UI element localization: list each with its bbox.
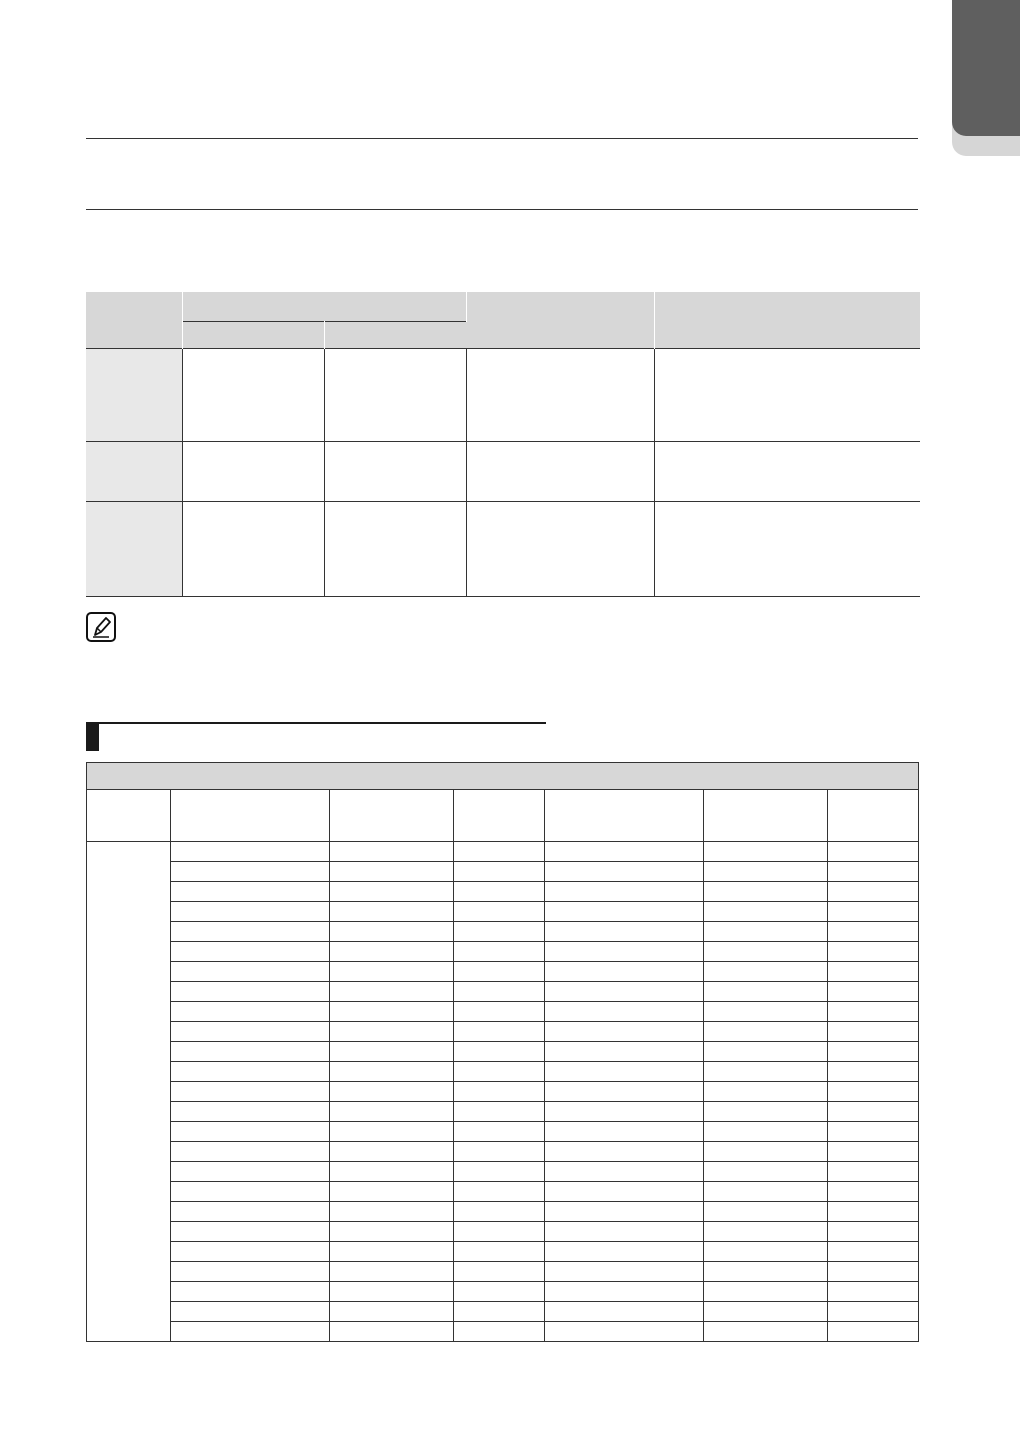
spec-table-cell xyxy=(466,348,654,441)
mode-table-cell xyxy=(171,942,330,962)
section-tab xyxy=(952,0,1020,156)
mode-table-column-header xyxy=(171,790,330,842)
mode-table-cell xyxy=(171,1002,330,1022)
mode-table-cell xyxy=(171,842,330,862)
mode-table-cell xyxy=(704,1102,828,1122)
mode-table-cell xyxy=(171,1042,330,1062)
mode-table-cell xyxy=(704,882,828,902)
mode-table-row xyxy=(87,1242,919,1262)
mode-table-row xyxy=(87,1162,919,1182)
mode-table-cell xyxy=(171,1202,330,1222)
mode-table-cell xyxy=(171,902,330,922)
mode-table-cell xyxy=(704,1222,828,1242)
mode-table xyxy=(86,762,919,1342)
spec-table xyxy=(86,292,920,597)
mode-table-row xyxy=(87,1002,919,1022)
mode-table-cell xyxy=(454,1022,545,1042)
mode-table-row xyxy=(87,942,919,962)
mode-table-row xyxy=(87,1122,919,1142)
mode-table-cell xyxy=(171,1022,330,1042)
mode-table-cell xyxy=(704,922,828,942)
mode-table-cell xyxy=(330,962,454,982)
mode-table-cell xyxy=(704,1262,828,1282)
mode-table-cell xyxy=(704,1322,828,1342)
mode-table-cell xyxy=(171,922,330,942)
mode-table-cell xyxy=(171,1242,330,1262)
mode-table-cell xyxy=(704,1142,828,1162)
mode-table-cell xyxy=(828,962,919,982)
mode-table-cell xyxy=(454,942,545,962)
mode-table-row xyxy=(87,882,919,902)
spec-table-cell xyxy=(324,441,466,501)
mode-table-cell xyxy=(171,962,330,982)
mode-table-cell xyxy=(454,1302,545,1322)
mode-table-cell xyxy=(545,842,704,862)
mode-table-row xyxy=(87,1142,919,1162)
mode-table-column-header xyxy=(87,790,171,842)
mode-table-cell xyxy=(454,1062,545,1082)
mode-table-cell xyxy=(454,1222,545,1242)
mode-table-cell xyxy=(704,1282,828,1302)
mode-table-cell xyxy=(454,982,545,1002)
mode-table-cell xyxy=(828,1302,919,1322)
mode-table-cell xyxy=(454,862,545,882)
mode-table-cell xyxy=(454,902,545,922)
mode-table-cell xyxy=(454,1242,545,1262)
mode-table-column-header xyxy=(330,790,454,842)
mode-table-cell xyxy=(545,1302,704,1322)
mode-table-cell xyxy=(330,1022,454,1042)
mode-table-cell xyxy=(828,1062,919,1082)
mode-table-cell xyxy=(828,1222,919,1242)
mode-table-row xyxy=(87,1302,919,1322)
mode-table-cell xyxy=(454,882,545,902)
mode-table-cell xyxy=(828,1102,919,1122)
mode-table-cell xyxy=(330,1282,454,1302)
mode-table-cell xyxy=(454,1162,545,1182)
mode-table-cell xyxy=(454,1002,545,1022)
mode-table-cell xyxy=(545,1182,704,1202)
rule-second xyxy=(86,209,918,210)
section-heading-rule xyxy=(86,722,546,724)
mode-table-cell xyxy=(545,1262,704,1282)
mode-table-cell xyxy=(454,1262,545,1282)
spec-table-header-cell xyxy=(182,292,466,321)
mode-table-cell xyxy=(828,1182,919,1202)
rule-top xyxy=(86,138,918,139)
mode-table-cell xyxy=(545,1282,704,1302)
mode-table-cell xyxy=(454,1182,545,1202)
mode-table-cell xyxy=(828,862,919,882)
mode-table-cell xyxy=(828,1162,919,1182)
mode-table-cell xyxy=(704,1002,828,1022)
mode-table-row xyxy=(87,1282,919,1302)
mode-table-cell xyxy=(545,922,704,942)
mode-table-cell xyxy=(704,1042,828,1062)
mode-table-cell xyxy=(828,1202,919,1222)
mode-table-cell xyxy=(704,1202,828,1222)
mode-table-cell xyxy=(171,1222,330,1242)
mode-table-cell xyxy=(330,1242,454,1262)
spec-table-header-cell xyxy=(654,292,920,348)
mode-table-cell xyxy=(545,1042,704,1062)
mode-table-cell xyxy=(330,1142,454,1162)
mode-table-cell xyxy=(704,1182,828,1202)
mode-table-cell xyxy=(828,842,919,862)
mode-table-cell xyxy=(330,842,454,862)
mode-table-cell xyxy=(828,1142,919,1162)
mode-table-cell xyxy=(330,1122,454,1142)
spec-table-row-head xyxy=(86,441,182,501)
note-pencil-icon xyxy=(86,612,116,642)
mode-table-cell xyxy=(704,1162,828,1182)
mode-table-cell xyxy=(454,962,545,982)
mode-table-cell xyxy=(171,1282,330,1302)
mode-table-cell xyxy=(828,982,919,1002)
mode-table-row xyxy=(87,982,919,1002)
mode-table-cell xyxy=(454,1122,545,1142)
mode-table-column-header xyxy=(828,790,919,842)
mode-table-cell xyxy=(330,922,454,942)
spec-table-subheader-cell xyxy=(324,321,466,348)
spec-table-cell xyxy=(466,441,654,501)
mode-table-cell xyxy=(704,1022,828,1042)
mode-table-cell xyxy=(828,1082,919,1102)
mode-table-cell xyxy=(171,1082,330,1102)
mode-table-cell xyxy=(330,982,454,1002)
mode-table-cell xyxy=(704,1242,828,1262)
mode-table-cell xyxy=(545,1102,704,1122)
section-tab-dark xyxy=(952,0,1020,136)
spec-table-header-cell xyxy=(86,292,182,348)
mode-table-cell xyxy=(545,942,704,962)
mode-table-cell xyxy=(828,1042,919,1062)
mode-table-cell xyxy=(704,862,828,882)
mode-table-cell xyxy=(171,1182,330,1202)
spec-table-row-head xyxy=(86,348,182,441)
mode-table-cell xyxy=(330,862,454,882)
mode-table-cell xyxy=(704,1302,828,1322)
mode-table-cell xyxy=(171,1162,330,1182)
mode-table-cell xyxy=(171,1062,330,1082)
mode-table-row xyxy=(87,962,919,982)
mode-table-cell xyxy=(330,1002,454,1022)
mode-table-column-header xyxy=(704,790,828,842)
mode-table-row xyxy=(87,1022,919,1042)
mode-table-cell xyxy=(454,1142,545,1162)
mode-table-cell xyxy=(704,842,828,862)
mode-table-cell xyxy=(828,882,919,902)
mode-table-cell xyxy=(454,1082,545,1102)
mode-table-cell xyxy=(454,842,545,862)
mode-table-cell xyxy=(828,902,919,922)
mode-table-cell xyxy=(545,1062,704,1082)
mode-table-cell xyxy=(704,902,828,922)
mode-table-cell xyxy=(545,1122,704,1142)
mode-table-row xyxy=(87,1062,919,1082)
mode-table-row xyxy=(87,862,919,882)
mode-table-cell xyxy=(454,922,545,942)
mode-table-cell xyxy=(704,1062,828,1082)
mode-table-row xyxy=(87,842,919,862)
mode-table-cell xyxy=(454,1202,545,1222)
mode-table-cell xyxy=(330,942,454,962)
mode-table-row xyxy=(87,1102,919,1122)
mode-table-row xyxy=(87,1042,919,1062)
mode-table-cell xyxy=(545,1162,704,1182)
mode-table-cell xyxy=(171,1102,330,1122)
mode-table-cell xyxy=(828,1322,919,1342)
mode-table-row xyxy=(87,1262,919,1282)
mode-table-cell xyxy=(545,1022,704,1042)
mode-table-cell xyxy=(704,962,828,982)
spec-table-cell xyxy=(182,348,324,441)
mode-table-cell xyxy=(545,1202,704,1222)
mode-table-cell xyxy=(545,1142,704,1162)
mode-table-cell xyxy=(545,1222,704,1242)
mode-table-cell xyxy=(545,1322,704,1342)
mode-table-banner xyxy=(87,763,919,790)
spec-table-cell xyxy=(654,348,920,441)
mode-table-cell xyxy=(330,882,454,902)
mode-table-cell xyxy=(704,1082,828,1102)
mode-table-cell xyxy=(828,1002,919,1022)
mode-table-cell xyxy=(330,1322,454,1342)
spec-table-cell xyxy=(324,348,466,441)
spec-table-cell xyxy=(654,501,920,596)
mode-table-cell xyxy=(171,882,330,902)
mode-table-column-header xyxy=(454,790,545,842)
spec-table-header-cell xyxy=(466,292,654,348)
mode-table-group-cell xyxy=(87,842,171,1342)
spec-table-cell xyxy=(654,441,920,501)
spec-table-subheader-cell xyxy=(182,321,324,348)
mode-table-cell xyxy=(545,882,704,902)
mode-table-cell xyxy=(704,942,828,962)
spec-table-cell xyxy=(182,501,324,596)
mode-table-cell xyxy=(828,942,919,962)
mode-table-row xyxy=(87,922,919,942)
mode-table-column-header xyxy=(545,790,704,842)
mode-table-cell xyxy=(828,1022,919,1042)
mode-table-cell xyxy=(330,1182,454,1202)
mode-table-row xyxy=(87,1082,919,1102)
mode-table-cell xyxy=(545,962,704,982)
spec-table-row-head xyxy=(86,501,182,596)
mode-table-cell xyxy=(171,1262,330,1282)
mode-table-cell xyxy=(828,1282,919,1302)
mode-table-cell xyxy=(828,922,919,942)
mode-table-cell xyxy=(545,902,704,922)
mode-table-row xyxy=(87,1202,919,1222)
mode-table-cell xyxy=(545,1242,704,1262)
mode-table-cell xyxy=(545,862,704,882)
mode-table-row xyxy=(87,1322,919,1342)
mode-table-cell xyxy=(828,1122,919,1142)
mode-table-cell xyxy=(330,1162,454,1182)
mode-table-cell xyxy=(545,982,704,1002)
mode-table-row xyxy=(87,1222,919,1242)
mode-table-cell xyxy=(330,1202,454,1222)
mode-table-cell xyxy=(330,1062,454,1082)
mode-table-cell xyxy=(330,1302,454,1322)
mode-table-cell xyxy=(171,1302,330,1322)
spec-table-cell xyxy=(466,501,654,596)
mode-table-cell xyxy=(330,1222,454,1242)
mode-table-cell xyxy=(330,1102,454,1122)
mode-table-row xyxy=(87,1182,919,1202)
mode-table-cell xyxy=(545,1002,704,1022)
mode-table-cell xyxy=(704,982,828,1002)
mode-table-cell xyxy=(704,1122,828,1142)
mode-table-cell xyxy=(454,1042,545,1062)
mode-table-cell xyxy=(330,1082,454,1102)
mode-table-cell xyxy=(330,1042,454,1062)
mode-table-cell xyxy=(330,1262,454,1282)
mode-table-cell xyxy=(454,1282,545,1302)
section-heading-marker xyxy=(86,724,99,751)
mode-table-cell xyxy=(454,1322,545,1342)
mode-table-cell xyxy=(171,1122,330,1142)
mode-table-row xyxy=(87,902,919,922)
spec-table-cell xyxy=(324,501,466,596)
mode-table-cell xyxy=(454,1102,545,1122)
mode-table-cell xyxy=(171,1322,330,1342)
mode-table-cell xyxy=(171,1142,330,1162)
mode-table-cell xyxy=(330,902,454,922)
mode-table-cell xyxy=(828,1242,919,1262)
mode-table-cell xyxy=(545,1082,704,1102)
mode-table-cell xyxy=(171,982,330,1002)
mode-table-cell xyxy=(828,1262,919,1282)
spec-table-cell xyxy=(182,441,324,501)
mode-table-cell xyxy=(171,862,330,882)
